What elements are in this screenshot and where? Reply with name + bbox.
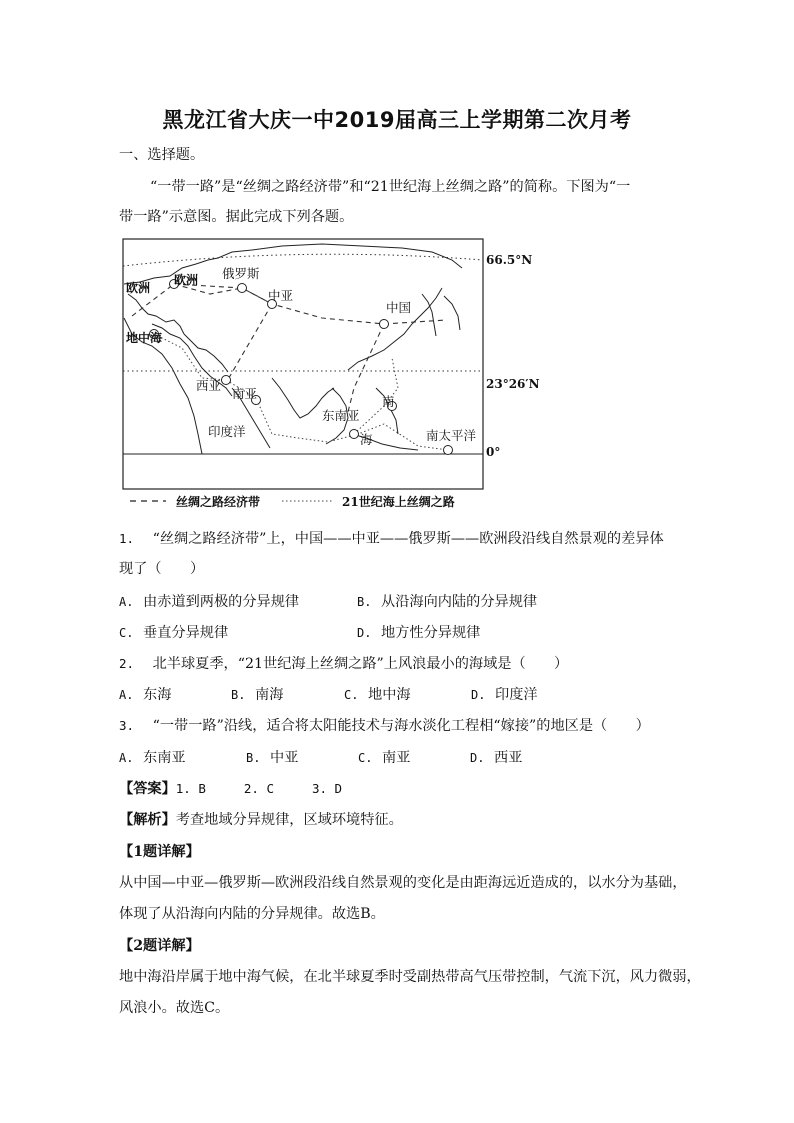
q1-option-a[interactable]: A. 由赤道到两极的分异规律 <box>119 594 300 610</box>
belt-road-map <box>122 238 540 516</box>
legend-silk-road-belt: 丝绸之路经济带 <box>176 495 261 509</box>
q3-option-d[interactable]: D. 西亚 <box>470 750 523 766</box>
label-russia: 俄罗斯 <box>222 266 260 281</box>
question-3-text: “一带一路”沿线，适合将太阳能技术与海水淡化工程相“嫁接”的地区是（ ） <box>152 718 650 734</box>
label-europe-2: 欧洲 <box>174 273 199 287</box>
q2-option-c[interactable]: C. 地中海 <box>344 687 411 703</box>
label-china: 中国 <box>386 300 412 315</box>
question-3 <box>119 719 650 733</box>
answer-line <box>119 782 342 796</box>
q1-option-c[interactable]: C. 垂直分异规律 <box>119 625 229 641</box>
question-1-number: 1. <box>119 531 135 546</box>
label-south-asia: 南亚 <box>232 386 258 401</box>
lat-label-arctic: 66.5°N <box>486 253 533 267</box>
q1-option-d[interactable]: D. 地方性分异规律 <box>357 625 481 641</box>
detail-2-label: 【2题详解】 <box>119 938 200 954</box>
answer-3: 3. D <box>311 781 343 796</box>
analysis-label: 【解析】 <box>119 812 176 828</box>
q2-option-d[interactable]: D. 印度洋 <box>471 687 538 703</box>
question-2-number: 2. <box>119 656 135 671</box>
legend-maritime-silk-road: 21世纪海上丝绸之路 <box>342 495 455 509</box>
q3-option-c[interactable]: C. 南亚 <box>358 750 411 766</box>
detail-1-label: 【1题详解】 <box>119 844 200 860</box>
lat-label-equator: 0° <box>486 445 501 459</box>
marker-southeast-asia <box>350 430 359 439</box>
detail-2-line-2: 风浪小。故选C。 <box>119 1000 230 1016</box>
intro-line-2: 带一路”示意图。据此完成下列各题。 <box>119 209 354 225</box>
q3-option-b[interactable]: B. 中亚 <box>246 750 299 766</box>
analysis-text: 考查地域分异规律，区域环境特征。 <box>175 812 403 828</box>
marker-china <box>380 320 389 329</box>
question-1-text: “丝绸之路经济带”上，中国——中亚——俄罗斯——欧洲段沿线自然景观的差异体 <box>152 531 664 547</box>
q3-option-a[interactable]: A. 东南亚 <box>119 750 186 766</box>
answer-2: 2. C <box>243 781 274 796</box>
question-1 <box>119 532 664 546</box>
question-2-text: 北半球夏季，“21世纪海上丝绸之路”上风浪最小的海域是（ ） <box>152 656 569 672</box>
label-south-pacific: 南太平洋 <box>426 428 477 443</box>
marker-russia <box>238 284 247 293</box>
detail-1-line-2: 体现了从沿海向内陆的分异规律。故选B。 <box>119 906 385 922</box>
question-3-number: 3. <box>119 718 135 733</box>
detail-2-line-1: 地中海沿岸属于地中海气候，在北半球夏季时受副热带高气压带控制，气流下沉，风力微弱， <box>119 969 701 985</box>
detail-1-line-1: 从中国—中亚—俄罗斯—欧洲段沿线自然景观的变化是由距海远近造成的，以水分为基础， <box>119 875 687 891</box>
q2-option-a[interactable]: A. 东海 <box>119 687 172 703</box>
lat-label-tropic: 23°26′N <box>486 377 540 391</box>
label-south: 南 <box>382 394 395 409</box>
label-europe-1: 欧洲 <box>126 281 151 295</box>
label-indian-ocean: 印度洋 <box>208 424 246 439</box>
label-sea: 海 <box>360 432 373 447</box>
label-central-asia: 中亚 <box>268 288 294 303</box>
question-2 <box>119 657 568 671</box>
q1-option-b[interactable]: B. 从沿海向内陆的分异规律 <box>357 594 538 610</box>
q2-option-b[interactable]: B. 南海 <box>231 687 284 703</box>
label-southeast-asia: 东南亚 <box>322 408 360 423</box>
intro-line-1: “一带一路”是“丝绸之路经济带”和“21世纪海上丝绸之路”的简称。下图为“一 <box>150 179 631 195</box>
label-mediterranean: 地中海 <box>126 331 163 345</box>
marker-south-pacific <box>444 446 453 455</box>
arctic-circle-line <box>123 254 483 266</box>
section-heading: 一、选择题。 <box>119 147 205 163</box>
answer-1: 1. B <box>175 781 206 796</box>
question-1-text-cont: 现了（ ） <box>119 561 205 577</box>
map-legend <box>130 494 455 509</box>
page-title: 黑龙江省大庆一中2019届高三上学期第二次月考 <box>162 108 632 132</box>
label-west-asia: 西亚 <box>196 378 222 393</box>
marker-west-asia <box>222 376 231 385</box>
answer-label: 【答案】 <box>119 781 176 797</box>
analysis-line <box>119 813 403 827</box>
